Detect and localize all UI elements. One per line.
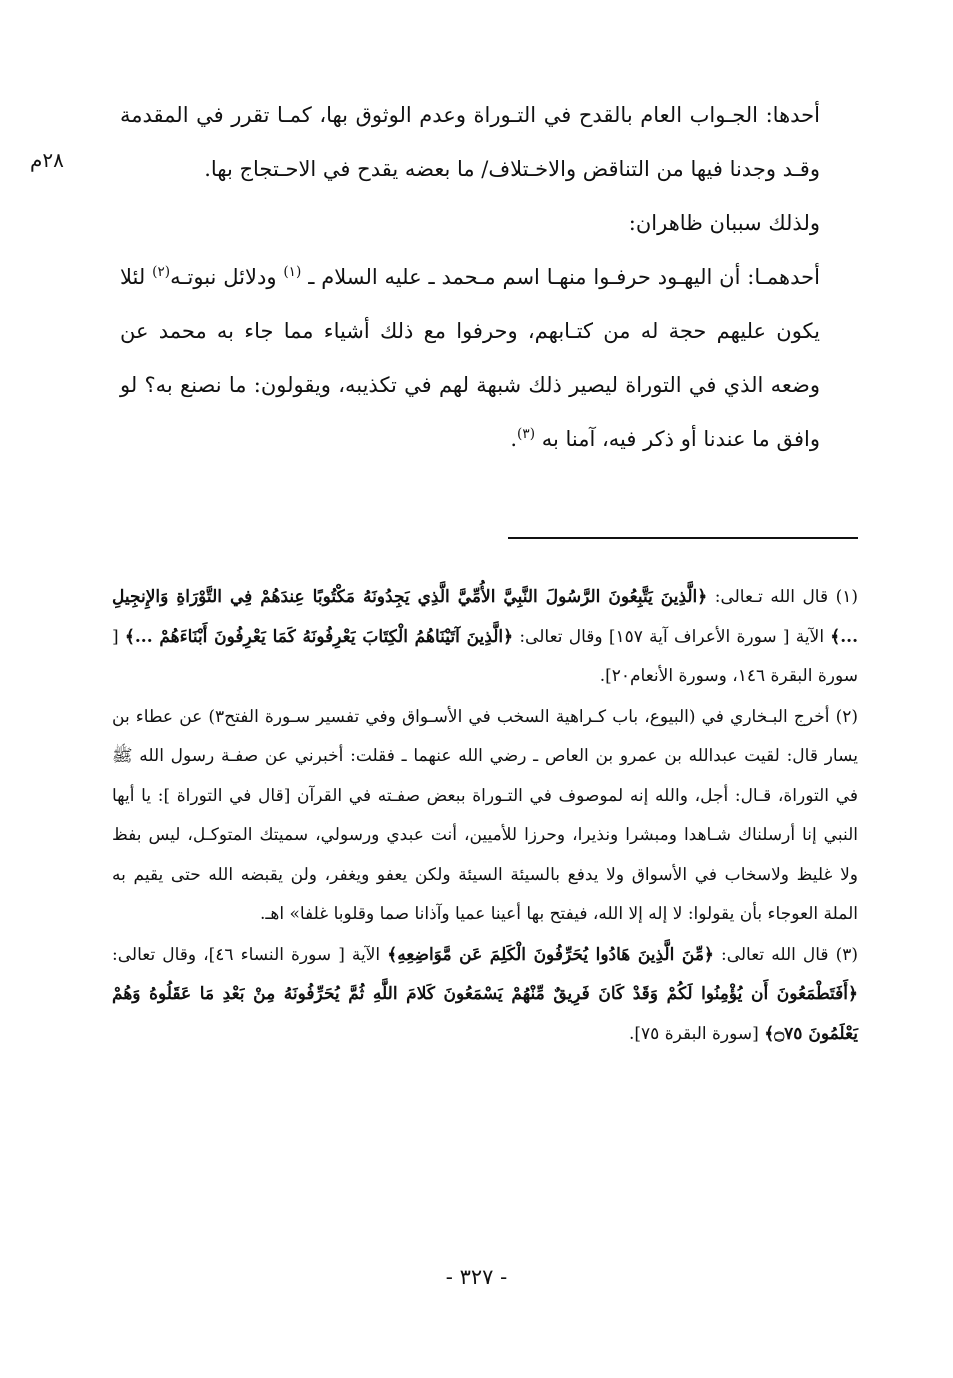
footnote-1-quran-b: ﴿الَّذِينَ آتَيْنَاهُمُ الْكِتَابَ يَعْرِفُونَهُ كَمَا يَعْرِفُونَ أَبْنَاءَهُمْ ...﴾ bbox=[124, 626, 514, 647]
paragraph-2 bbox=[120, 196, 858, 250]
footnote-3-quran-a: ﴿مِّنَ الَّذِينَ هَادُوا يُحَرِّفُونَ الْكَلِمَ عَن مَّوَاضِعِهِ﴾ bbox=[387, 944, 714, 965]
footnote-1-quran-a: ﴿الَّذِينَ يَتَّبِعُونَ الرَّسُولَ النَّبِيَّ الأُمِّيَّ الَّذِي يَجِدُونَهُ مَكْتُوبًا عِندَهُمْ فِي التَّوْرَاةِ وَالإِنجِيلِ ...﴾ bbox=[112, 587, 859, 647]
footnote-separator bbox=[508, 537, 858, 539]
paragraph-3-text-c: لئلا يكون عليهم حجة له من كتـابهم، وحرفوا مع ذلك أشياء مما جاء به محمد عن وضعه الذي في التوراة ليصير ذلك شبهة لهم في تكذيبه، ويقولون: ما نصنع به؟ لو وافق ما عندنا أو ذكر فيه، آمنا به bbox=[120, 265, 820, 451]
footnotes bbox=[112, 578, 858, 1055]
main-text bbox=[120, 88, 858, 466]
paragraph-1-text: أحدها: الجـواب العام بالقدح في التـوراة وعدم الوثوق بها، كمـا تقرر في المقدمة وقـد وجدنا فيها من التناقض والاخـتلاف/ ما بعضه يقدح في الاحـتجاج بها. bbox=[120, 103, 820, 181]
footnote-1 bbox=[112, 578, 858, 697]
footnote-3 bbox=[112, 936, 858, 1055]
footnote-3-text-b: الآية [ سورة النساء ٤٦]، وقال تعالى: bbox=[112, 944, 381, 965]
footnote-1-text-c: [ سورة البقرة ١٤٦، وسورة الأنعام٢٠]. bbox=[112, 626, 858, 686]
footnote-3-text-c: [سورة البقرة ٧٥]. bbox=[628, 1023, 759, 1044]
margin-note: ٢٨م bbox=[30, 148, 64, 172]
footnote-2-text: (٢) أخرج البـخاري في (البيوع، باب كـراهية السخب في الأسـواق وفي تفسير سـورة الفتح٣) عن عطاء بن يسار قال: لقيت عبدالله بن عمرو بن العاص ـ رضي الله عنهما ـ فقلت: أخبرني عن صفـة رسول الله ﷺ في التوراة، قـال: أجل، والله إنه لموصوف في التـوراة ببعض صفـته في القرآن [قال في التوراة ]: يا أيها النبي إنا أرسلناك شـاهدا ومبشرا ونذيرا، وحرزا للأميين، أنت عبدي ورسولي، سميتك المتوكـل، ليس بفظ ولا غليظ ولاسخاب في الأسواق ولا يدفع بالسيئة السيئة ولكن يعفو ويغفر، ولن يقبضه الله حتى يقيم به الملة العوجاء بأن يقولوا: لا إله إلا الله، فيفتح بها أعينا عميا وآذانا صما وقلوبا غلفا» اهـ. bbox=[112, 706, 858, 924]
page-number: - ٣٢٧ - bbox=[445, 1265, 508, 1289]
paragraph-3-text-a: أحدهمـا: أن اليهـود حرفـوا منهـا اسم مـحمد ـ عليه السلام ـ bbox=[308, 265, 820, 289]
footnote-3-text-a: (٣) قال الله تعالى: bbox=[720, 944, 859, 965]
paragraph-3-text-b: ودلائل نبوتـه bbox=[170, 265, 277, 289]
paragraph-3 bbox=[120, 250, 858, 466]
footnote-ref-2: (٢) bbox=[152, 264, 171, 280]
paragraph-3-end: . bbox=[510, 427, 518, 451]
footnote-ref-1: (١) bbox=[283, 264, 302, 280]
footnote-1-text-a: (١) قال الله تـعالى: bbox=[714, 587, 858, 607]
paragraph-1 bbox=[120, 88, 858, 196]
footnote-3-quran-b: ﴿أَفَتَطْمَعُونَ أَن يُؤْمِنُوا لَكُمْ وَقَدْ كَانَ فَرِيقٌ مِّنْهُمْ يَسْمَعُونَ كَلامَ اللَّهِ ثُمَّ يُحَرِّفُونَهُ مِنْ بَعْدِ مَا عَقَلُوهُ وَهُمْ يَعْلَمُونَ ۝٧٥﴾ bbox=[112, 984, 858, 1044]
footnote-1-text-b: الآية [ سورة الأعراف آية ١٥٧] وقال تعالى: bbox=[519, 626, 825, 647]
footnote-ref-3: (٣) bbox=[517, 426, 536, 442]
paragraph-2-text: ولذلك سببان ظاهران: bbox=[628, 211, 820, 235]
footnote-2 bbox=[112, 698, 858, 935]
